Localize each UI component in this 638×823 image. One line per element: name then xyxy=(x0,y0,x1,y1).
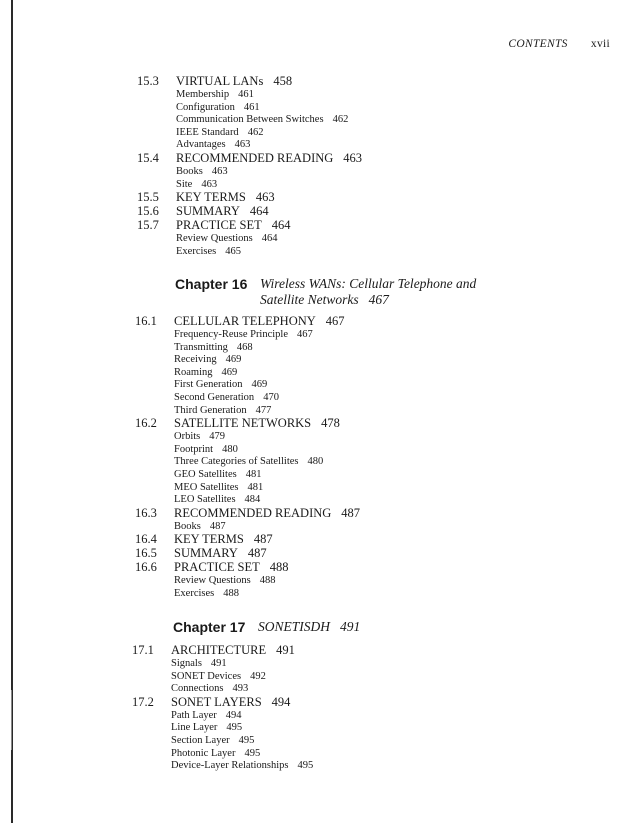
subsection-title: Second Generation xyxy=(174,391,255,403)
section-number: 16.6 xyxy=(135,560,157,575)
chapter-17-title-text: SONETISDH xyxy=(258,619,331,634)
subsection-title: Photonic Layer xyxy=(171,747,236,759)
section-title xyxy=(176,190,275,205)
section-number: 16.2 xyxy=(135,416,157,431)
section-number: 15.4 xyxy=(137,150,159,165)
subsection-page: 462 xyxy=(247,126,264,138)
subsection-title: Exercises xyxy=(174,587,215,599)
subsection-page: 461 xyxy=(238,89,254,100)
subsection-title: Books xyxy=(174,520,201,532)
subsection-entry xyxy=(171,710,242,721)
subsection-page: 467 xyxy=(297,329,313,340)
subsection-entry xyxy=(176,233,277,244)
chapter-16-title-line2-text: Satellite Networks xyxy=(260,292,359,307)
subsection-page: 464 xyxy=(261,233,278,245)
subsection-entry xyxy=(174,575,275,586)
subsection-entry xyxy=(171,760,313,771)
subsection-entry xyxy=(171,748,260,759)
chapter-16-page: 467 xyxy=(368,292,389,307)
subsection-title: Device-Layer Relationships xyxy=(171,760,289,772)
subsection-entry xyxy=(174,456,323,467)
subsection-title: Frequency-Reuse Principle xyxy=(174,329,289,340)
subsection-entry xyxy=(176,102,260,113)
section-page: 487 xyxy=(247,546,267,561)
section-title xyxy=(171,695,290,710)
section-title-text: CELLULAR TELEPHONY xyxy=(174,314,316,328)
chapter-16-label: Chapter 16 xyxy=(175,276,248,292)
section-page: 463 xyxy=(343,150,363,165)
subsection-title: LEO Satellites xyxy=(174,494,236,506)
subsection-entry xyxy=(174,405,271,416)
subsection-entry xyxy=(174,379,267,390)
subsection-page: 469 xyxy=(251,379,268,391)
subsection-page: 480 xyxy=(222,443,238,455)
subsection-page: 469 xyxy=(221,366,238,378)
subsection-entry xyxy=(174,431,225,442)
subsection-title: SONET Devices xyxy=(171,670,242,682)
section-title-text: RECOMMENDED READING xyxy=(174,505,332,520)
section-title xyxy=(174,546,267,561)
section-number: 15.3 xyxy=(137,74,159,88)
subsection-title: Review Questions xyxy=(174,575,251,587)
chapter-17-page: 491 xyxy=(340,619,361,634)
subsection-entry xyxy=(174,469,261,480)
subsection-title: Line Layer xyxy=(171,722,218,734)
subsection-entry xyxy=(171,722,242,733)
section-title-text: PRACTICE SET xyxy=(176,218,262,233)
chapter-17-label: Chapter 17 xyxy=(173,619,246,635)
section-page: 478 xyxy=(321,416,340,431)
section-number: 16.3 xyxy=(135,505,157,520)
section-page: 464 xyxy=(271,218,291,233)
subsection-title: Signals xyxy=(171,658,202,669)
subsection-title: Books xyxy=(176,165,203,177)
subsection-entry xyxy=(171,683,248,694)
section-title xyxy=(176,151,362,166)
section-page: 488 xyxy=(269,560,289,575)
subsection-page: 487 xyxy=(209,520,226,532)
chapter-16-title-line2 xyxy=(260,292,476,308)
subsection-page: 463 xyxy=(211,165,228,177)
subsection-entry xyxy=(174,392,279,403)
subsection-entry xyxy=(176,127,263,138)
subsection-entry xyxy=(174,342,253,353)
subsection-title: Receiving xyxy=(174,354,217,366)
section-title xyxy=(176,74,292,89)
subsection-title: Footprint xyxy=(174,443,214,455)
section-title-text: KEY TERMS xyxy=(176,190,246,205)
section-page: 463 xyxy=(255,190,275,205)
subsection-page: 463 xyxy=(201,178,218,190)
subsection-title: Transmitting xyxy=(174,341,228,353)
subsection-page: 495 xyxy=(297,760,314,772)
section-number: 15.5 xyxy=(137,190,159,205)
subsection-title: Connections xyxy=(171,683,224,695)
chapter-16-title xyxy=(260,276,476,308)
section-page: 487 xyxy=(341,505,361,520)
section-page: 458 xyxy=(273,74,293,88)
subsection-entry xyxy=(174,521,226,532)
subsection-page: 479 xyxy=(209,431,225,443)
subsection-entry xyxy=(174,482,263,493)
section-title xyxy=(176,204,269,219)
subsection-title: IEEE Standard xyxy=(176,126,239,138)
subsection-page: 481 xyxy=(245,468,262,480)
section-number: 16.1 xyxy=(135,314,157,328)
subsection-page: 484 xyxy=(244,494,261,506)
subsection-entry xyxy=(174,444,238,455)
subsection-entry xyxy=(176,89,254,100)
section-title xyxy=(174,416,340,431)
subsection-page: 495 xyxy=(244,747,261,759)
chapter-17-title xyxy=(258,619,360,635)
subsection-page: 477 xyxy=(255,404,272,416)
chapter-16-heading xyxy=(175,276,477,307)
subsection-entry xyxy=(174,367,237,378)
subsection-page: 488 xyxy=(223,587,239,599)
subsection-title: Orbits xyxy=(174,431,201,443)
subsection-entry xyxy=(174,494,260,505)
subsection-page: 480 xyxy=(307,456,324,468)
section-number: 17.2 xyxy=(132,694,154,709)
subsection-page: 481 xyxy=(247,481,264,493)
subsection-entry xyxy=(171,735,254,746)
subsection-page: 465 xyxy=(225,245,241,257)
subsection-entry xyxy=(176,114,348,125)
subsection-page: 461 xyxy=(243,101,260,113)
subsection-page: 488 xyxy=(259,575,276,587)
subsection-entry xyxy=(176,246,241,257)
subsection-title: Third Generation xyxy=(174,404,247,416)
section-title-text: ARCHITECTURE xyxy=(171,643,267,657)
subsection-title: Configuration xyxy=(176,101,235,113)
subsection-page: 469 xyxy=(225,354,242,366)
subsection-entry xyxy=(171,671,266,682)
section-title-text: VIRTUAL LANs xyxy=(176,74,264,88)
subsection-title: GEO Satellites xyxy=(174,468,237,480)
section-page: 487 xyxy=(253,532,273,547)
subsection-page: 492 xyxy=(250,670,266,682)
subsection-title: Three Categories of Satellites xyxy=(174,456,299,468)
section-number: 15.7 xyxy=(137,218,159,233)
subsection-entry xyxy=(171,658,227,669)
running-head: CONTENTS xyxy=(508,38,568,50)
subsection-title: MEO Satellites xyxy=(174,481,239,493)
section-title xyxy=(176,218,291,233)
section-title xyxy=(174,532,273,547)
section-number: 17.1 xyxy=(132,643,154,657)
subsection-entry xyxy=(174,588,239,599)
section-page: 491 xyxy=(276,643,295,657)
section-page: 494 xyxy=(271,694,291,709)
section-title-text: RECOMMENDED READING xyxy=(176,150,334,165)
section-title-text: PRACTICE SET xyxy=(174,560,260,575)
subsection-page: 462 xyxy=(332,114,349,126)
subsection-entry xyxy=(174,354,241,365)
page-header xyxy=(508,38,610,50)
section-title-text: KEY TERMS xyxy=(174,532,244,547)
section-number: 15.6 xyxy=(137,204,159,219)
subsection-page: 470 xyxy=(263,391,279,403)
subsection-page: 493 xyxy=(232,683,249,695)
subsection-title: Roaming xyxy=(174,366,213,378)
section-number: 16.4 xyxy=(135,532,157,547)
section-title-text: SUMMARY xyxy=(174,546,238,561)
chapter-17-heading xyxy=(173,619,361,637)
subsection-title: Site xyxy=(176,178,193,190)
subsection-title: Communication Between Switches xyxy=(176,114,324,126)
subsection-page: 463 xyxy=(234,139,251,151)
chapter-16-title-line1: Wireless WANs: Cellular Telephone and xyxy=(260,276,477,291)
page-edge-rule-secondary xyxy=(11,690,12,750)
section-number: 16.5 xyxy=(135,546,157,561)
subsection-title: Exercises xyxy=(176,245,217,257)
page-number: xvii xyxy=(590,38,610,50)
subsection-title: Section Layer xyxy=(171,734,230,746)
subsection-entry xyxy=(176,139,250,150)
subsection-entry xyxy=(174,329,313,340)
subsection-entry xyxy=(176,166,228,177)
section-title-text: SATELLITE NETWORKS xyxy=(174,416,312,431)
section-title xyxy=(171,643,295,658)
subsection-page: 495 xyxy=(238,734,255,746)
subsection-page: 468 xyxy=(236,341,253,353)
subsection-title: Path Layer xyxy=(171,709,217,721)
subsection-title: Advantages xyxy=(176,139,226,151)
section-title xyxy=(174,314,345,329)
subsection-title: First Generation xyxy=(174,379,243,391)
subsection-page: 495 xyxy=(226,722,243,734)
section-title-text: SUMMARY xyxy=(176,204,240,219)
section-title xyxy=(174,560,289,575)
section-title-text: SONET LAYERS xyxy=(171,694,262,709)
subsection-page: 491 xyxy=(210,658,227,669)
subsection-title: Membership xyxy=(176,89,230,100)
subsection-entry xyxy=(176,179,217,190)
section-title xyxy=(174,506,360,521)
section-page: 464 xyxy=(249,204,269,219)
subsection-title: Review Questions xyxy=(176,233,253,245)
subsection-page: 494 xyxy=(225,709,242,721)
section-page: 467 xyxy=(325,314,345,328)
